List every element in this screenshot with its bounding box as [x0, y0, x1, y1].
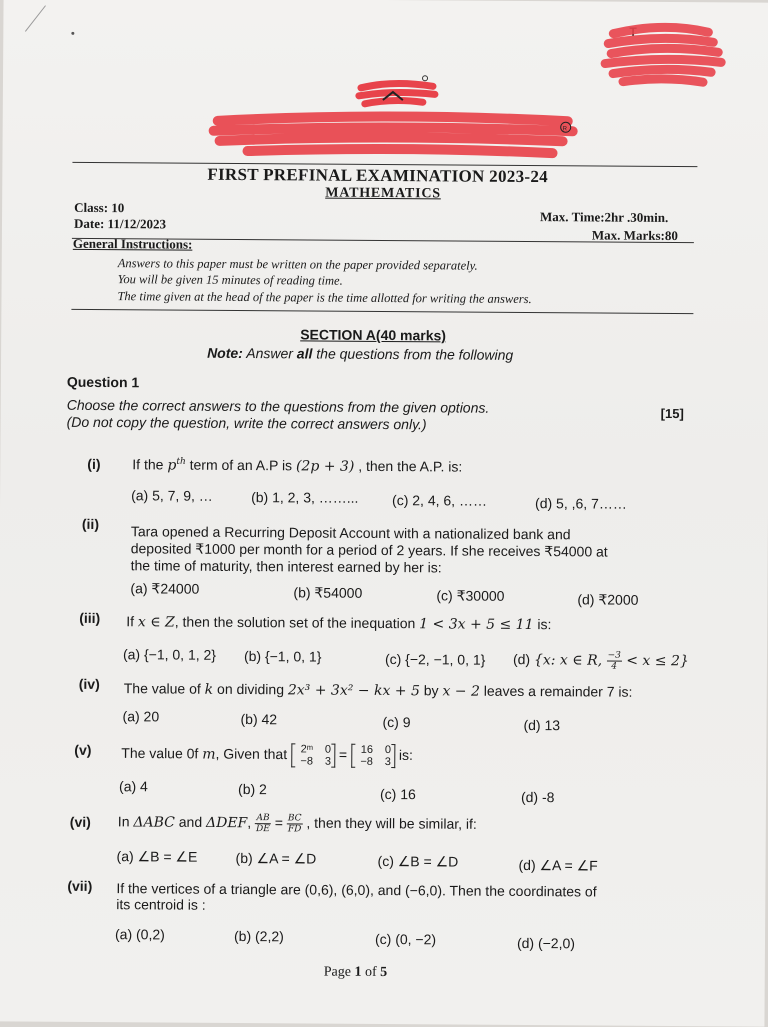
option-d [513, 650, 689, 672]
stem-text: , [247, 814, 256, 831]
stem-text: If the [132, 456, 168, 473]
question-intro: Choose the correct answers to the questions from the given options. [66, 396, 490, 416]
stem-math: (2p + 3) [295, 458, 355, 475]
option-c: (c) {−2, −1, 0, 1} [384, 651, 486, 668]
item-number: (i) [87, 455, 101, 473]
option-d: (d) ∠A = ∠F [518, 856, 598, 874]
item-number: (v) [74, 741, 92, 758]
option-c: (c) (0, −2) [374, 930, 437, 948]
stem-text: by [419, 682, 443, 699]
section-note [207, 345, 513, 363]
svg-text:T: T [629, 24, 637, 39]
pencil-stroke-mark [23, 3, 49, 33]
section-title: SECTION A(40 marks) [300, 326, 447, 344]
stem-math: k [204, 681, 214, 698]
item-stem [126, 613, 551, 633]
item-stem-line: If the vertices of a triangle are (0,6), (6,0), and (−6,0). Then the coordinates of [116, 880, 597, 900]
instruction-line: Answers to this paper must be written on the paper provided separately. [117, 256, 478, 273]
option-a: (a) (0,2) [114, 926, 165, 943]
item-stem [132, 456, 462, 475]
item-stem-line: deposited ₹1000 per month for a period of 2 years. If she receives ₹54000 at [130, 540, 608, 560]
equals-sign: = [338, 746, 348, 763]
instructions-heading: General Instructions: [72, 235, 193, 252]
question-heading: Question 1 [66, 373, 140, 391]
option-d-label: (d) [512, 651, 535, 668]
option-b: (b) 1, 2, 3, ……... [251, 489, 359, 506]
stem-text: on dividing [213, 680, 288, 698]
option-c: (c) 16 [379, 785, 416, 803]
stem-math: p [167, 457, 177, 474]
stem-text: and [174, 813, 207, 830]
stem-math: m [202, 746, 216, 763]
option-a: (a) 5, 7, 9, … [131, 487, 213, 504]
stem-text: leaves a remainder 7 is: [479, 682, 633, 700]
option-b: (b) ₹54000 [293, 584, 363, 601]
instruction-line: The time given at the head of the paper is the time allotted for writing the answers. [117, 289, 532, 307]
option-c: (c) 9 [382, 713, 411, 731]
option-a: (a) 4 [119, 778, 148, 795]
stem-math: 2x³ + 3x² − kx + 5 [287, 682, 420, 700]
note-bold: all [296, 345, 313, 362]
option-c: (c) ∠B = ∠D [377, 852, 459, 870]
stem-sup: th [176, 456, 186, 467]
option-d: (d) 5, ,6, 7…… [535, 495, 627, 512]
fraction-numerator: −3 [607, 650, 621, 661]
stem-math: x ∈ Z [137, 614, 175, 631]
stem-text: is: [398, 746, 413, 763]
stem-text: , then the solution set of the inequation [174, 613, 420, 632]
stem-text: term of an A.P is [185, 456, 297, 474]
option-c: (c) 2, 4, 6, …… [392, 492, 488, 509]
item-number: (vii) [67, 877, 93, 894]
stem-text: , then the A.P. is: [354, 457, 463, 475]
svg-text:R: R [562, 126, 568, 133]
option-d: (d) -8 [520, 788, 555, 806]
option-b: (b) {−1, 0, 1} [243, 648, 322, 665]
matrix-cell: 2ᵐ [300, 743, 314, 756]
item-stem-line: its centroid is : [116, 896, 206, 913]
matrix-cell: 16 [360, 743, 374, 756]
question-intro-note: (Do not copy the question, write the correct answers only.) [66, 413, 427, 433]
matrix-cell: −8 [360, 755, 373, 768]
stem-math: 1 < 3x + 5 ≤ 11 [419, 616, 534, 634]
matrix-cell: 0 [324, 743, 332, 756]
subject-title: MATHEMATICS [325, 185, 441, 202]
stem-text: , then they will be similar, if: [302, 814, 477, 832]
fraction-denominator: DE [256, 824, 270, 835]
fraction-denominator: 4 [611, 661, 618, 672]
option-d-fraction [606, 651, 621, 672]
matrix-right [351, 744, 395, 768]
exam-title: FIRST PREFINAL EXAMINATION 2023-24 [207, 164, 549, 187]
option-d: (d) (−2,0) [516, 934, 576, 952]
option-a: (a) ∠B = ∠E [116, 848, 198, 865]
stem-text: The value of [123, 680, 205, 697]
page-footer [324, 965, 388, 981]
ratio-bc-fd [287, 813, 303, 834]
page-total: 5 [380, 964, 388, 981]
stem-text: If [126, 613, 138, 630]
instructions-rule [71, 309, 693, 314]
option-b: (b) (2,2) [233, 927, 284, 945]
item-stem-line: the time of maturity, then interest earned by her is: [130, 557, 442, 576]
page-mid: of [361, 964, 381, 980]
item-number: (iv) [78, 675, 100, 693]
item-stem [124, 680, 633, 701]
logo-redaction [353, 70, 443, 111]
item-stem-line: Tara opened a Recurring Deposit Account with a nationalized bank and [130, 523, 571, 543]
max-marks: Max. Marks:80 [591, 227, 678, 244]
option-a: (a) ₹24000 [130, 580, 200, 597]
redaction-scribble-top-right [593, 11, 729, 92]
equals-sign: = [270, 814, 287, 831]
stem-text: is: [533, 616, 552, 633]
page-number: 1 [354, 964, 362, 980]
stem-math: ΔABC [133, 814, 175, 831]
page-pre: Page [323, 964, 355, 980]
max-time: Max. Time:2hr .30min. [540, 209, 669, 225]
option-b: (b) 42 [240, 711, 278, 728]
option-c: (c) ₹30000 [436, 587, 505, 604]
option-d-set: {x: x ∈ R, [533, 652, 607, 669]
fraction-numerator: AB [256, 813, 270, 824]
option-b: (b) 2 [238, 780, 267, 798]
option-d-set: < x ≤ 2} [621, 652, 689, 670]
question-marks: [15] [660, 405, 684, 422]
stem-text: The value 0f [121, 744, 203, 762]
item-number: (ii) [81, 515, 100, 533]
stem-text: , Given that [215, 745, 292, 763]
class-label: Class: 10 [74, 199, 125, 216]
item-stem [121, 742, 413, 768]
item-number: (vi) [69, 813, 91, 830]
option-b: (b) ∠A = ∠D [235, 849, 317, 867]
option-a: (a) 20 [122, 708, 160, 725]
note-post: the questions from the following [316, 345, 514, 363]
instruction-line: You will be given 15 minutes of reading time. [117, 272, 343, 288]
option-a: (a) {−1, 0, 1, 2} [122, 646, 217, 663]
stem-math: x − 2 [442, 683, 480, 700]
fraction-numerator: BC [287, 813, 302, 824]
matrix-cell: 3 [384, 756, 391, 769]
matrix-left [291, 743, 335, 767]
note-pre: Answer [246, 345, 294, 362]
stem-math: ΔDEF [205, 814, 248, 832]
date-label: Date: 11/12/2023 [73, 215, 167, 232]
matrix-cell: −8 [300, 755, 314, 768]
note-prefix: Note: [207, 344, 243, 362]
ink-dot [71, 32, 74, 35]
stem-text: In [117, 813, 134, 830]
ratio-ab-de [255, 813, 271, 834]
fraction-denominator: FD [287, 824, 302, 835]
item-number: (iii) [79, 609, 101, 627]
option-d: (d) 13 [523, 716, 561, 734]
matrix-cell: 0 [384, 744, 392, 757]
matrix-cell: 3 [324, 755, 332, 768]
school-name-redaction [207, 107, 582, 168]
item-stem [118, 812, 477, 836]
option-d: (d) ₹2000 [577, 591, 639, 608]
